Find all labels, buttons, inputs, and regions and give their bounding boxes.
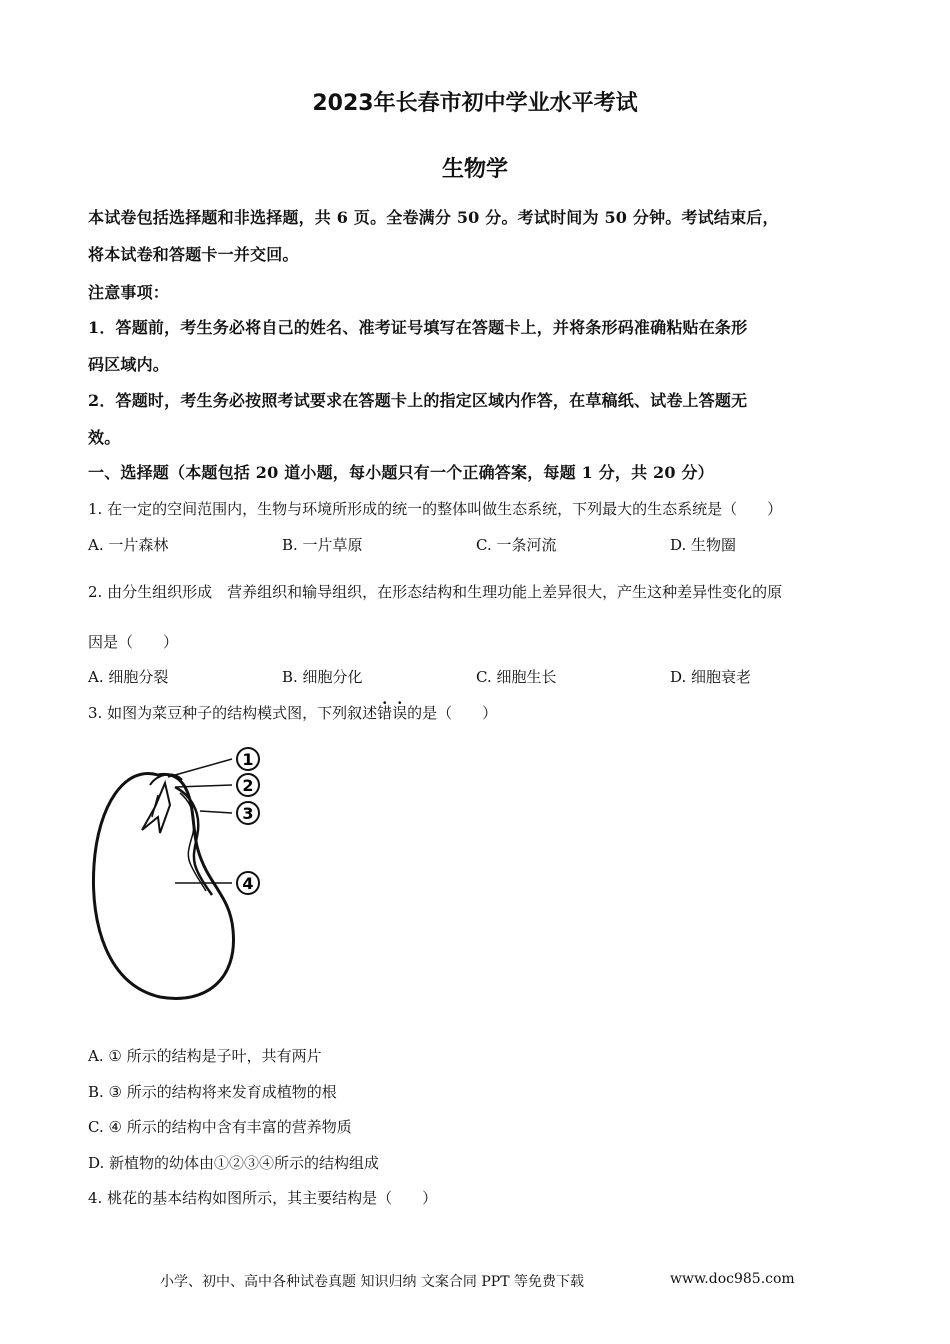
note-1-line-1: 1．答题前，考生务必将自己的姓名、准考证号填写在答题卡上，并将条形码准确粘贴在条形 [88,318,748,337]
question-1-stem: 1. 在一定的空间范围内，生物与环境所形成的统一的整体叫做生态系统，下列最大的生态系统是（ ） [88,500,783,518]
plumule [142,783,170,833]
svg-text:4: 4 [242,874,254,893]
question-1-option-c: C. 一条河流 [476,536,557,554]
question-3-stem-pre: 3. 如图为菜豆种子的结构模式图，下列叙述 [88,704,378,722]
question-3-stem-post: 的是（ ） [407,704,498,722]
instructions-line-2: 将本试卷和答题卡一并交回。 [88,245,299,264]
radicle [175,787,212,895]
instructions-line-1: 本试卷包括选择题和非选择题，共 6 页。全卷满分 50 分。考试时间为 50 分钟。考试结束后， [88,208,779,227]
svg-text:3: 3 [242,804,254,823]
label-3-badge [237,802,259,824]
question-3-option-d: D. 新植物的幼体由①②③④所示的结构组成 [88,1154,380,1172]
question-2-option-a: A. 细胞分裂 [88,668,169,686]
question-3-emphasis-2: 误 [392,704,408,722]
question-4-stem: 4. 桃花的基本结构如图所示，其主要结构是（ ） [88,1189,438,1207]
svg-text:2: 2 [242,776,254,795]
footer-url[interactable]: www.doc985.com [670,1271,795,1287]
label-1-badge [237,748,259,770]
question-2-option-c: C. 细胞生长 [476,668,557,686]
question-3-option-a: A. ① 所示的结构是子叶，共有两片 [88,1047,322,1065]
question-2-option-d: D. 细胞衰老 [670,668,752,686]
question-3-option-b: B. ③ 所示的结构将来发育成植物的根 [88,1083,337,1101]
question-2-stem-line-2: 因是（ ） [88,633,179,651]
svg-text:1: 1 [242,750,254,769]
question-1-option-a: A. 一片森林 [88,536,169,554]
question-2-option-b: B. 细胞分化 [282,668,363,686]
label-4-badge [237,872,259,894]
subject-title: 生物学 [441,157,508,182]
notes-title: 注意事项： [88,283,170,302]
question-3-stem [88,702,497,723]
note-2-line-2: 效。 [88,428,121,447]
note-2-line-1: 2．答题时，考生务必按照考试要求在答题卡上的指定区域内作答，在草稿纸、试卷上答题无 [88,391,748,410]
note-1-line-2: 码区域内。 [88,355,170,374]
footer-text: 小学、初中、高中各种试卷真题 知识归纳 文案合同 PPT 等免费下载 [160,1274,584,1290]
exam-title: 2023年长春市初中学业水平考试 [312,91,638,116]
question-1-option-d: D. 生物圈 [670,536,737,554]
question-3-option-c: C. ④ 所示的结构中含有丰富的营养物质 [88,1118,352,1136]
question-2-stem-line-1: 2. 由分生组织形成 营养组织和输导组织，在形态结构和生理功能上差异很大，产生这种差异性变化的原 [88,583,783,601]
bean-seed-diagram [80,735,280,1015]
label-2-badge [237,774,259,796]
section-1-heading: 一、选择题（本题包括 20 道小题，每小题只有一个正确答案，每题 1 分，共 20 分） [88,463,714,482]
question-1-option-b: B. 一片草原 [282,536,363,554]
question-3-emphasis-1: 错 [377,704,393,722]
